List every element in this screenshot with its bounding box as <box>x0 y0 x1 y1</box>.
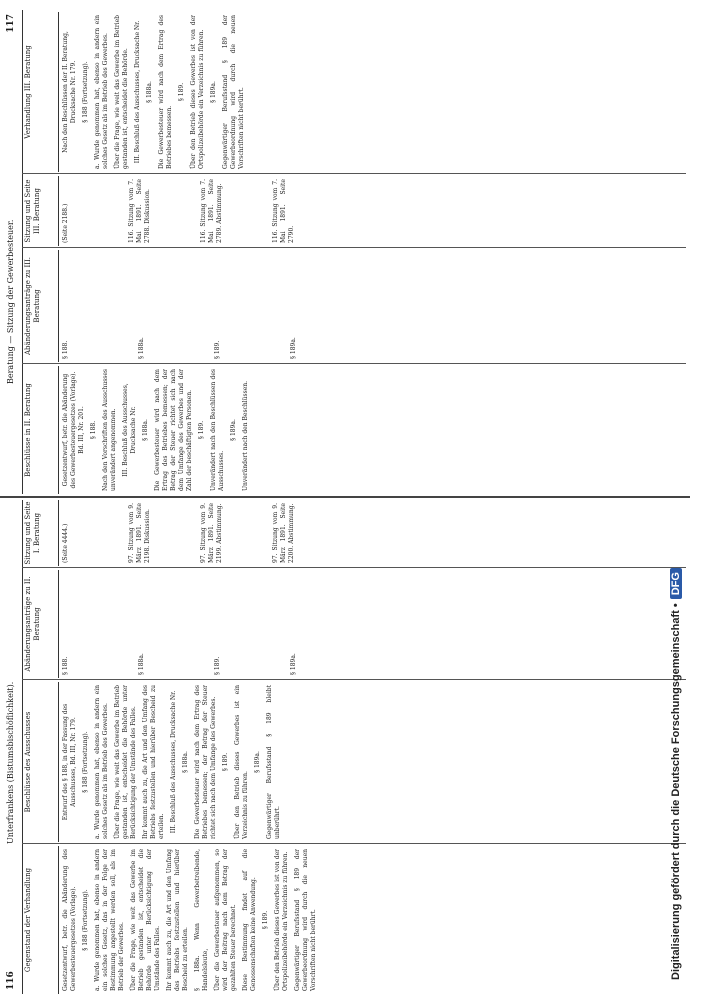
section-mark: § 189. <box>222 752 229 772</box>
column-body <box>59 176 303 246</box>
spacer <box>226 573 286 675</box>
text-paragraph: Die Gewerbesteuer wird nach dem Ertrag des Betriebes bemessen; der Betrag der Steuer richtet sich nach dem Umfange des Gewerbes und der Zahl der beschäftigten Personen. <box>154 369 193 491</box>
column-head: Abänderungsanträge zu II. Beratung <box>22 570 59 678</box>
section-mark: § 189a. <box>210 81 217 103</box>
column-rule <box>22 363 686 364</box>
column-body <box>59 682 289 842</box>
dfg-logo: DFG <box>670 568 682 599</box>
column-third-reading <box>22 12 686 172</box>
section-mark: § 189a. <box>290 653 297 675</box>
spacer <box>74 573 134 675</box>
section-mark: § 188a. <box>146 81 153 103</box>
section-mark: § 189. <box>178 82 185 102</box>
session-ref: (Seite 2188.) <box>62 203 69 243</box>
spacer <box>74 503 124 563</box>
text-paragraph: Über die Gewerbesteuer aufgenommen, so wird der Beitrag nach dem Betrag der gezahlten Steuer berechnet. <box>214 849 237 991</box>
column-session <box>22 500 686 566</box>
text-paragraph: Unverändert nach den Beschlüssen des Ausschusses. <box>210 369 225 491</box>
text-paragraph: III. Beschluß des Ausschusses, Drucksache Nr. <box>134 20 141 164</box>
column-subject <box>22 846 686 994</box>
column-rule <box>22 247 686 248</box>
column-amendments-third <box>22 250 686 362</box>
text-paragraph: Unverändert nach den Beschlüssen. <box>242 380 249 491</box>
column-committee <box>22 682 686 842</box>
section-mark: § 188a. <box>182 751 189 773</box>
text-paragraph: § 188a. Wenn Gewerbetreibende, Handelsleute, <box>194 849 209 991</box>
column-head: Verhandlung III. Beratung <box>22 12 59 172</box>
session-ref: 97. Sitzung vom 9. März 1891. Seite 2198. Diskussion. <box>128 503 151 563</box>
text-paragraph: a. Wurde genommen hat, ebenso in andern ein solches Gesetz als im Betrieb des Gewerbes. <box>94 685 109 839</box>
section-mark: § 189. <box>214 340 221 359</box>
text-paragraph: Gegenwärtiger Berufsstand § 189 bleibt unberührt. <box>266 685 281 839</box>
text-paragraph: III. Beschluß des Ausschusses, Drucksache Nr. <box>122 383 137 477</box>
text-paragraph: Über die Frage, wie weit das Gewerbe im Betrieb gestanden ist, entscheidet die Behörde unter Berücksichtigung der Umstände des Falles. <box>114 685 137 839</box>
section-mark: § 188 (Fortsetzung). <box>82 61 89 123</box>
text-paragraph: Gesetzentwurf, betr. die Abänderung des Gewerbesteuergesetzes (Vorlage). <box>62 849 77 991</box>
section-mark: § 189a. <box>254 751 261 773</box>
text-paragraph: Über die Frage, wie weit das Gewerbe im Betrieb gestanden ist, entscheidet die Behörde unter Berücksichtigung der Umstände des Falles. <box>130 849 161 991</box>
column-head: Sitzung und Seite I. Beratung <box>22 500 59 566</box>
text-paragraph: a. Wurde genommen hat, ebenso in andern ein solches Gesetz, das in der Folge der Bestimmung angestellt werden soll, als im Betrieb der Gewerbes. <box>94 849 125 991</box>
text-paragraph: Die Gewerbesteuer wird nach dem Ertrag des Betriebes bemessen; der Betrag der Steuer richtet sich nach dem Umfange des Gewerbes. <box>194 685 217 839</box>
page-number: 116 <box>6 971 16 990</box>
digitization-strip <box>668 0 688 1000</box>
section-mark: § 189a. <box>230 419 237 441</box>
section-mark: § 189. <box>214 656 221 675</box>
text-paragraph: Nach den Beschlüssen der II. Beratung, Drucksache Nr. 179. <box>62 31 77 153</box>
section-mark: § 188. <box>62 656 69 675</box>
column-session-third <box>22 176 686 246</box>
column-head: Beschlüsse des Ausschusses <box>22 682 59 842</box>
section-mark: § 189. <box>198 420 205 440</box>
spacer <box>150 573 210 675</box>
text-paragraph: Gegenwärtiger Berufsstand § 189 der Gewerbeordnung wird durch die neuen Vorschriften nicht berührt. <box>294 849 317 991</box>
column-head: Beschlüsse in II. Beratung <box>22 366 59 494</box>
spacer <box>156 503 196 563</box>
column-body <box>59 846 325 994</box>
text-paragraph: Gegenwärtiger Berufsstand § 189 der Gewerbeordnung wird durch die neuen Vorschriften nicht berührt. <box>222 15 245 169</box>
digitization-text: Digitalisierung gefördert durch die Deutsche Forschungsgemeinschaft • <box>670 603 682 980</box>
page-title: Beratung — Sitzung der Gewerbesteuer. <box>6 219 15 384</box>
column-second-reading <box>22 366 686 494</box>
page-number: 117 <box>6 14 16 33</box>
column-head: Gegenstand der Verhandlung <box>22 846 59 994</box>
text-paragraph: Über den Betrieb dieses Gewerbes ist ein Verzeichnis zu führen. <box>234 685 249 839</box>
column-body <box>59 500 303 566</box>
section-mark: § 189a. <box>290 337 297 359</box>
text-paragraph: Über den Betrieb dieses Gewerbes ist von der Ortspolizeibehörde ein Verzeichnis zu führen. <box>274 849 289 991</box>
column-body <box>59 570 305 678</box>
column-body <box>59 250 305 362</box>
session-ref: 97. Sitzung vom 9. März 1891. Seite 2200. Abstimmung. <box>272 503 295 563</box>
column-rule <box>22 173 686 174</box>
session-ref: 97. Sitzung vom 9. März 1891. Seite 2199. Abstimmung. <box>200 503 223 563</box>
text-paragraph: Ihr kommt auch zu, die Art und den Umfang des Betriebs festzustellen und hierüber Bescheid zu erteilen. <box>166 849 189 991</box>
spacer <box>226 253 286 359</box>
digitization-notice <box>670 568 682 980</box>
section-mark: § 188 (Fortsetzung). <box>82 889 89 951</box>
session-ref: 116. Sitzung vom 7. Mai 1891. Seite 2789. Abstimmung. <box>200 179 223 243</box>
column-rule <box>22 567 686 568</box>
section-mark: § 188a. <box>138 653 145 675</box>
spacer <box>74 253 134 359</box>
column-head: Abänderungsanträge zu III. Beratung <box>22 250 59 362</box>
spacer <box>74 179 124 243</box>
text-paragraph: Gesetzentwurf, betr. die Abänderung des Gewerbesteuergesetzes (Vorlage). Bd. III, Nr. 201. <box>62 371 85 489</box>
section-mark: § 189. <box>262 910 269 930</box>
text-paragraph: Entwurf des § 188, in der Fassung des Ausschusses, Bd. III, Nr. 179. <box>62 703 77 821</box>
session-ref: (Seite 4444.) <box>62 523 69 563</box>
section-mark: § 188a. <box>138 337 145 359</box>
text-paragraph: Nach den Vorschriften des Ausschusses unverändert angenommen. <box>102 369 117 491</box>
right-page <box>0 10 690 494</box>
section-mark: § 188. <box>62 340 69 359</box>
session-ref: 116. Sitzung vom 7. Mai 1891. Seite 2788. Diskussion. <box>128 179 151 243</box>
session-ref: 116. Sitzung vom 7. Mai 1891. Seite 2790. <box>272 179 295 243</box>
column-body <box>59 12 253 172</box>
text-paragraph: a. Wurde genommen hat, ebenso in andern ein solches Gesetz als im Betrieb des Gewerbes. <box>94 15 109 169</box>
spacer <box>156 179 196 243</box>
text-paragraph: Über die Frage, wie weit das Gewerbe im Betrieb gestanden ist, entscheidet die Behörde. <box>114 15 129 169</box>
spacer <box>228 503 268 563</box>
text-paragraph: Die Gewerbesteuer wird nach dem Ertrag des Betriebes bemessen. <box>158 15 173 169</box>
column-amendments <box>22 570 686 678</box>
spacer <box>228 179 268 243</box>
text-paragraph: Diese Bestimmung findet auf die Genossenschaften keine Anwendung. <box>242 849 257 991</box>
section-mark: § 188. <box>90 420 97 440</box>
column-head: Sitzung und Seite III. Beratung <box>22 176 59 246</box>
text-paragraph: III. Beschluß des Ausschusses, Drucksache Nr. <box>170 690 177 834</box>
text-paragraph: Über den Betrieb dieses Gewerbes ist von der Ortspolizeibehörde ein Verzeichnis zu führen. <box>190 15 205 169</box>
section-mark: § 188a. <box>142 419 149 441</box>
page-title: Unterfrankens (Bistumsbischöflichkeit). <box>6 681 15 844</box>
page-gutter <box>0 496 690 498</box>
section-mark: § 188 (Fortsetzung). <box>82 731 89 793</box>
column-rule <box>22 679 686 680</box>
spacer <box>150 253 210 359</box>
text-paragraph: Ihr kommt auch zu, die Art und den Umfang des Betriebs festzustellen und hierüber Bescheid zu erteilen. <box>142 685 165 839</box>
column-body <box>59 366 257 494</box>
column-rule <box>22 843 686 844</box>
left-page <box>0 500 690 994</box>
